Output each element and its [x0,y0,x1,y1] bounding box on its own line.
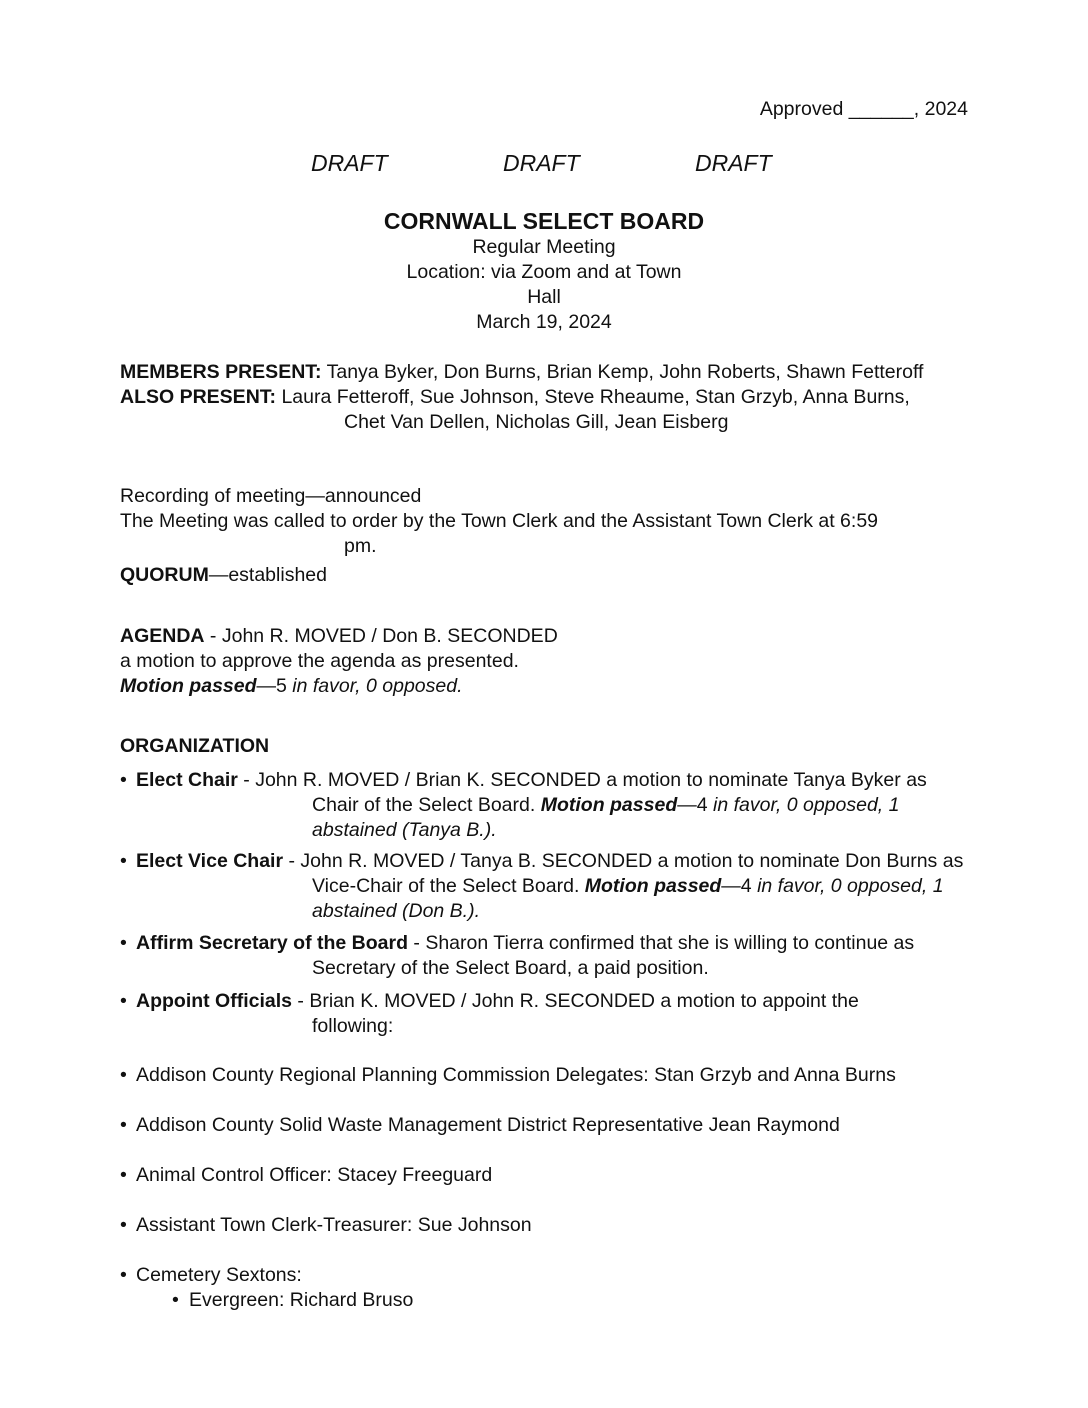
list-item-appointment [120,1063,980,1088]
motion-passed-label: Motion passed [120,675,257,697]
vote-result: in favor, 0 opposed. [286,675,463,697]
appoint-officials-text [136,989,980,1039]
members-present [120,360,980,385]
list-item-appointment [120,1113,980,1138]
approved-line: Approved ______, 2024 [759,98,968,120]
agenda-label: AGENDA [120,625,205,647]
elect-chair-text [136,768,980,843]
bullet: • [120,850,127,872]
title-block [0,208,1088,335]
appointment-text: Addison County Solid Waste Management District Representative Jean Raymond [136,1114,840,1136]
list-item-appointment [120,1263,980,1288]
appoint-officials-motion: - Brian K. MOVED / John R. SECONDED a motion to appoint the following: [292,990,859,1037]
motion-passed-label: Motion passed [584,875,722,897]
elect-vice-chair-text [136,849,980,924]
appoint-officials-label: Appoint Officials [136,990,292,1012]
vote-result: in favor, 0 opposed, 1 abstained (Don B.). [312,875,944,922]
sub-list-item-sexton [172,1288,413,1313]
vote-dash: —4 [721,875,752,897]
list-item-appoint-officials [120,989,980,1039]
meeting-location: Location: via Zoom and at Town [406,261,682,283]
agenda-moved: - John R. MOVED / Don B. SECONDED [204,625,558,647]
elect-chair-motion: - John R. MOVED / Brian K. SECONDED a motion to nominate Tanya Byker as Chair of the Select Board. [237,769,927,816]
elect-vice-chair-label: Elect Vice Chair [136,850,284,872]
draft-mark: DRAFT [695,150,772,176]
board-title: CORNWALL SELECT BOARD [383,208,705,234]
bullet: • [120,932,127,954]
meeting-date: March 19, 2024 [476,311,612,333]
attendance [120,360,980,435]
draft-mark: DRAFT [503,150,580,176]
list-item-affirm-secretary [120,931,980,981]
recording-note: Recording of meeting—announced [120,485,422,507]
list-item-appointment [120,1213,980,1238]
elect-vice-chair-motion: - John R. MOVED / Tanya B. SECONDED a motion to nominate Don Burns as Vice-Chair of the Select Board. [283,850,964,897]
meeting-location-cont: Hall [527,286,561,308]
appointment-text: Cemetery Sextons: [136,1264,302,1286]
meeting-type: Regular Meeting [472,236,616,258]
quorum [120,563,980,588]
agenda-line [120,624,980,649]
sexton-text: Evergreen: Richard Bruso [189,1289,414,1311]
bullet: • [120,1114,127,1136]
also-label: ALSO PRESENT: [120,386,277,408]
members-list: Tanya Byker, Don Burns, Brian Kemp, John Roberts, Shawn Fetteroff [321,361,924,383]
affirm-secretary-label: Affirm Secretary of the Board [136,932,408,954]
quorum-label: QUORUM [120,564,209,586]
appointment-text: Addison County Regional Planning Commission Delegates: Stan Grzyb and Anna Burns [136,1064,896,1086]
also-list: Laura Fetteroff, Sue Johnson, Steve Rheaume, Stan Grzyb, Anna Burns, Chet Van Dellen, Nicholas Gill, Jean Eisberg [276,386,910,433]
members-label: MEMBERS PRESENT: [120,361,322,383]
bullet: • [120,1164,127,1186]
vote-dash: —4 [677,794,708,816]
agenda-result [120,674,980,699]
bullet: • [120,769,127,791]
appointment-text: Assistant Town Clerk-Treasurer: Sue Johnson [136,1214,532,1236]
list-item-elect-vice-chair [120,849,980,924]
vote-dash: —5 [256,675,287,697]
agenda-motion: a motion to approve the agenda as presented. [120,650,519,672]
also-present [120,385,980,435]
list-item-elect-chair [120,768,980,843]
list-item-appointment [120,1163,980,1188]
elect-chair-label: Elect Chair [136,769,238,791]
bullet: • [120,1214,127,1236]
bullet: • [120,1064,127,1086]
bullet: • [120,990,127,1012]
quorum-text: —established [208,564,327,586]
affirm-secretary-text [136,931,980,981]
motion-passed-label: Motion passed [540,794,678,816]
affirm-secretary-detail: - Sharon Tierra confirmed that she is willing to continue as Secretary of the Select Board, a paid position. [312,932,915,979]
opening [120,484,980,588]
call-to-order: The Meeting was called to order by the Town Clerk and the Assistant Town Clerk at 6:59 pm. [120,510,879,557]
draft-mark: DRAFT [311,150,388,176]
organization-heading: ORGANIZATION [120,735,270,757]
vote-result: in favor, 0 opposed, 1 abstained (Tanya B.). [312,794,900,841]
bullet: • [120,1264,127,1286]
appointment-text: Animal Control Officer: Stacey Freeguard [136,1164,493,1186]
bullet: • [172,1289,179,1311]
agenda-section [120,624,980,699]
